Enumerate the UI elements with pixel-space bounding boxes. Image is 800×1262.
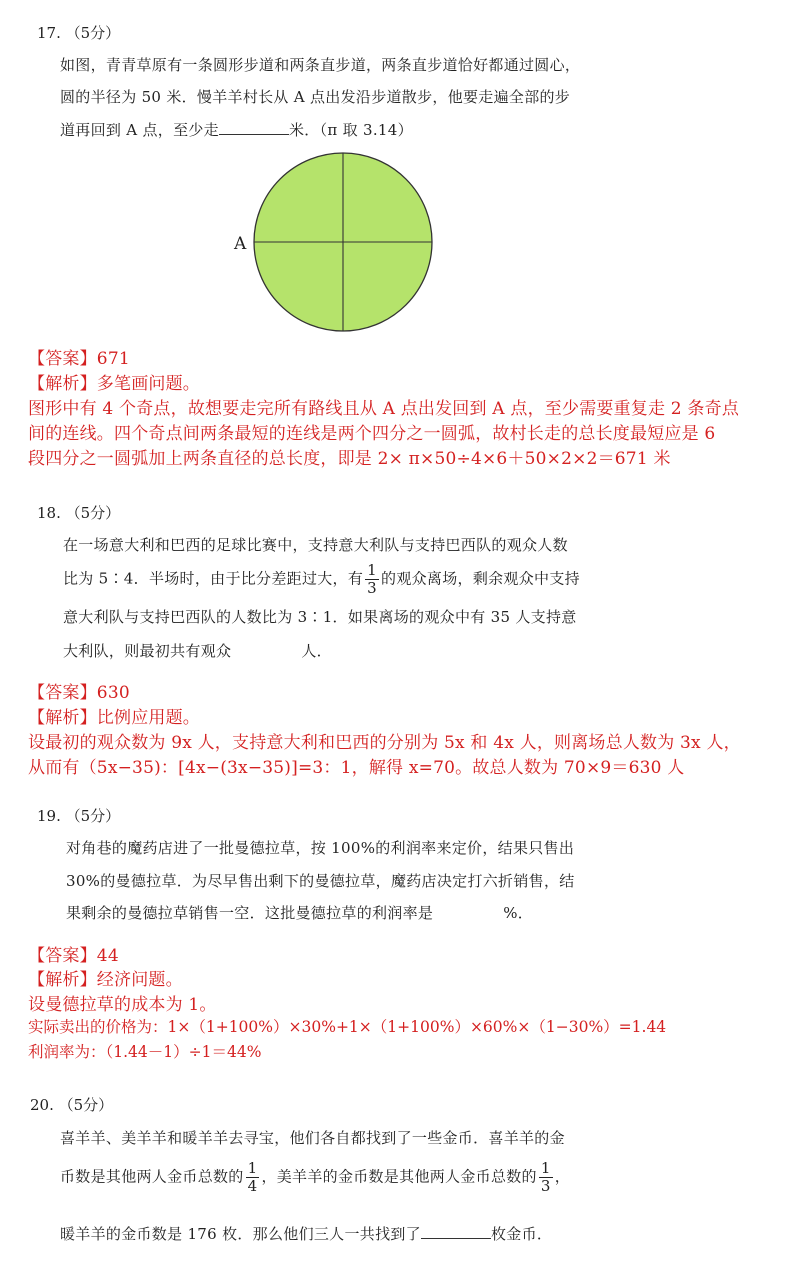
q17-number: 17. （5分） xyxy=(37,24,121,42)
q17-analysis-line-1: 图形中有 4 个奇点，故想要走完所有路线且从 A 点出发回到 A 点，至少需要重复走 2 条奇点 xyxy=(28,399,740,419)
q20-line-3-before: 暖羊羊的金币数是 176 枚．那么他们三人一共找到了 xyxy=(60,1225,421,1243)
q19-analysis-line-3: 利润率为：（1.44－1）÷1＝44% xyxy=(28,1043,262,1061)
q20-fraction-2 xyxy=(539,1160,553,1195)
q17-line-3-before: 道再回到 A 点，至少走 xyxy=(60,121,219,139)
q18-line-3: 意大利队与支持巴西队的人数比为 3∶1．如果离场的观众中有 35 人支持意 xyxy=(63,608,577,626)
q18-analysis-title: 【解析】比例应用题。 xyxy=(28,708,200,728)
q20-line-2-c: ， xyxy=(554,1167,571,1186)
q18-line-2-after: 的观众离场，剩余观众中支持 xyxy=(381,569,580,588)
q19-line-3-after: %． xyxy=(503,904,534,922)
q18-analysis-line-1: 设最初的观众数为 9x 人，支持意大利和巴西的分别为 5x 和 4x 人，则离场总人数为 3x 人， xyxy=(28,733,741,753)
q20-line-3-after: 枚金币． xyxy=(490,1225,553,1243)
q19-analysis-title: 【解析】经济问题。 xyxy=(28,970,183,990)
q18-line-4 xyxy=(63,640,332,661)
q19-number: 19. （5分） xyxy=(37,807,121,825)
q18-number: 18. （5分） xyxy=(37,504,121,522)
q20-fraction-1 xyxy=(246,1160,260,1195)
q20-answer-blank xyxy=(421,1224,491,1239)
q19-answer: 【答案】44 xyxy=(28,946,119,966)
q20-line-3 xyxy=(60,1223,552,1244)
q19-line-3-before: 果剩余的曼德拉草销售一空．这批曼德拉草的利润率是 xyxy=(66,904,434,922)
q17-line-2: 圆的半径为 50 米．慢羊羊村长从 A 点出发沿步道散步，他要走遍全部的步 xyxy=(60,88,571,106)
q20-fraction-2-denominator: 3 xyxy=(540,1177,551,1195)
q20-fraction-1-denominator: 4 xyxy=(247,1177,258,1195)
q19-line-1: 对角巷的魔药店进了一批曼德拉草，按 100%的利润率来定价，结果只售出 xyxy=(66,839,575,857)
q19-line-2: 30%的曼德拉草．为尽早售出剩下的曼德拉草，魔药店决定打六折销售，结 xyxy=(66,872,575,890)
q17-analysis-line-2: 间的连线。四个奇点间两条最短的连线是两个四分之一圆弧，故村长走的总长度最短应是 6 xyxy=(28,424,716,444)
q18-fraction-numerator: 1 xyxy=(367,561,378,579)
q17-line-3 xyxy=(60,119,413,140)
q20-line-2-b: ，美羊羊的金币数是其他两人金币总数的 xyxy=(261,1167,537,1186)
q18-analysis-line-2: 从而有（5x−35)：[4x−(3x−35)]=3：1，解得 x=70。故总人数为 70×9＝630 人 xyxy=(28,758,685,778)
q19-line-3 xyxy=(66,902,533,923)
q17-answer: 【答案】671 xyxy=(28,349,130,369)
q17-line-1: 如图，青青草原有一条圆形步道和两条直步道，两条直步道恰好都通过圆心， xyxy=(60,56,581,74)
q18-line-1: 在一场意大利和巴西的足球比赛中，支持意大利队与支持巴西队的观众人数 xyxy=(63,536,568,554)
q19-analysis-line-2: 实际卖出的价格为：1×（1+100%）×30%+1×（1+100%）×60%×（1−30%）=1.44 xyxy=(28,1018,667,1036)
q17-answer-blank xyxy=(219,120,289,135)
q19-analysis-line-1: 设曼德拉草的成本为 1。 xyxy=(28,995,217,1015)
q17-analysis-line-3: 段四分之一圆弧加上两条直径的总长度，即是 2× π×50÷4×6＋50×2×2＝671 米 xyxy=(28,449,671,469)
q18-line-2-before: 比为 5∶4．半场时，由于比分差距过大，有 xyxy=(63,569,364,588)
q17-analysis-title: 【解析】多笔画问题。 xyxy=(28,374,200,394)
q20-fraction-1-numerator: 1 xyxy=(247,1159,258,1177)
q17-line-3-after: 米．（π 取 3.14） xyxy=(288,121,413,139)
q18-line-4-after: 人． xyxy=(301,642,332,660)
point-a-label: A xyxy=(234,234,247,254)
q20-line-2-a: 币数是其他两人金币总数的 xyxy=(60,1167,244,1186)
q17-circle-figure xyxy=(230,150,440,340)
q18-fraction xyxy=(365,562,379,597)
q18-line-4-before: 大利队，则最初共有观众 xyxy=(63,642,232,660)
q20-fraction-2-numerator: 1 xyxy=(540,1159,551,1177)
q20-number: 20. （5分） xyxy=(30,1096,114,1114)
q18-line-2 xyxy=(63,562,580,597)
q18-fraction-denominator: 3 xyxy=(367,579,378,597)
q20-line-2 xyxy=(60,1160,570,1195)
q18-answer: 【答案】630 xyxy=(28,683,130,703)
q20-line-1: 喜羊羊、美羊羊和暖羊羊去寻宝，他们各自都找到了一些金币．喜羊羊的金 xyxy=(60,1129,565,1147)
